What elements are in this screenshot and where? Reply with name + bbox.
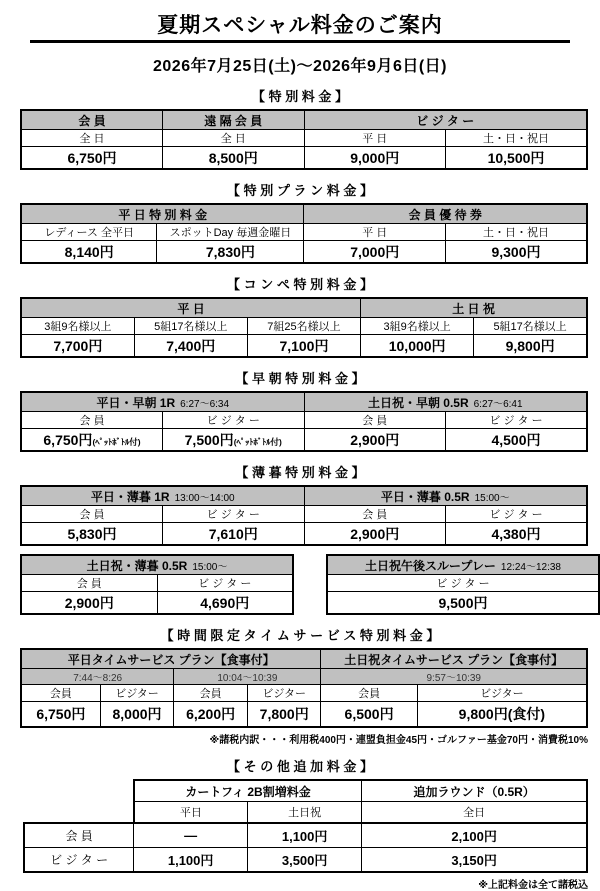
subheader-row	[21, 318, 587, 335]
price-cell: 2,900円	[304, 523, 446, 546]
price-cell	[304, 429, 446, 452]
price-cell: 1,100円	[134, 848, 248, 873]
plan-label: 土日祝・早朝 0.5R	[367, 395, 469, 410]
price-cell: 6,200円	[174, 702, 248, 728]
subheader-cell: ビ ジ タ ー	[157, 575, 293, 592]
price-cell: 7,000円	[304, 241, 446, 264]
price-cell: 7,400円	[134, 335, 247, 358]
price-cell: 6,500円	[321, 702, 417, 728]
time-range: 13:00～14:00	[174, 492, 235, 504]
subheader-cell: 会 員	[21, 506, 163, 523]
price: 2,900円	[350, 431, 400, 448]
price-cell: 8,500円	[163, 147, 305, 170]
plan-label: 平日・薄暮 1R	[90, 489, 170, 504]
time-range: 15:00～	[474, 492, 510, 504]
price-cell: 2,900円	[21, 592, 157, 615]
value-row	[21, 702, 587, 728]
time-range: 12:24～12:38	[500, 561, 561, 573]
header-cell	[304, 392, 587, 412]
page-title: 夏期スペシャル料金のご案内	[157, 14, 443, 37]
time-slot-cell: 9:57～10:39	[321, 669, 587, 685]
value-row	[21, 241, 587, 264]
plan-label: 土日祝・薄暮 0.5R	[86, 558, 188, 573]
spacer-cell	[24, 802, 134, 824]
subheader-cell: ビ ジ タ ー	[327, 575, 599, 592]
subheader-cell: 会 員	[21, 575, 157, 592]
value-row	[327, 592, 599, 615]
header-cell: 土 日 祝	[361, 298, 587, 318]
header-cell: ビ ジ タ ー	[304, 110, 587, 130]
header-row	[21, 110, 587, 130]
weekend-twilight-table	[20, 554, 294, 615]
price-cell: 5,830円	[21, 523, 163, 546]
subheader-cell: 5組17名様以上	[134, 318, 247, 335]
time-service-table	[20, 648, 588, 728]
header-cell: 遠 隔 会 員	[163, 110, 305, 130]
time-slot-cell: 7:44～8:26	[21, 669, 174, 685]
price-cell: ―	[134, 823, 248, 848]
morning-rates-table	[20, 391, 588, 452]
subheader-cell: ビ ジ タ ー	[446, 506, 588, 523]
price: 7,500円	[184, 431, 234, 448]
compe-rates-table	[20, 297, 588, 358]
value-row	[21, 429, 587, 452]
subheader-cell: 平 日	[304, 130, 446, 147]
subheader-cell: 会員	[174, 685, 248, 702]
header-cell	[327, 555, 599, 575]
subheader-row	[327, 575, 599, 592]
subheader-cell: 3組9名様以上	[361, 318, 474, 335]
header-row	[21, 298, 587, 318]
subheader-cell: 平日	[134, 802, 248, 824]
subheader-row	[21, 412, 587, 429]
price-sheet	[0, 12, 600, 891]
section-title-special: 【 特 別 料 金 】	[251, 89, 349, 104]
visitor-row	[24, 848, 587, 873]
subheader-row	[21, 685, 587, 702]
time-slot-cell: 10:04～10:39	[174, 669, 321, 685]
row-label: ビ ジ タ ー	[24, 848, 134, 873]
section-title-additional: 【 そ の 他 追 加 料 金 】	[227, 759, 373, 774]
price-cell: 8,140円	[21, 241, 157, 264]
subheader-cell: ビ ジ タ ー	[163, 412, 305, 429]
header-row	[21, 204, 587, 224]
header-cell: 平 日 特 別 料 金	[21, 204, 304, 224]
price-cell: 1,100円	[248, 823, 362, 848]
section-title-morning: 【 早 朝 特 別 料 金 】	[235, 371, 365, 386]
subheader-row	[21, 506, 587, 523]
subheader-cell: 土日祝	[248, 802, 362, 824]
price-cell	[446, 429, 588, 452]
price-cell: 10,500円	[446, 147, 588, 170]
header-cell: 土日祝タイムサービス プラン【食事付】	[321, 649, 587, 669]
subheader-cell: 会 員	[304, 506, 446, 523]
price-cell: 9,000円	[304, 147, 446, 170]
subheader-row	[21, 130, 587, 147]
section-title-time-service: 【 時 間 限 定 タ イ ム サ ー ビ ス 特 別 料 金 】	[160, 628, 440, 643]
plan-label: 土日祝午後スループレー	[365, 558, 496, 573]
subheader-row	[21, 575, 293, 592]
header-cell	[304, 486, 587, 506]
price-cell: 3,500円	[248, 848, 362, 873]
subheader-cell: ビ ジ タ ー	[163, 506, 305, 523]
time-range: 6:27～6:41	[473, 398, 523, 410]
header-cell: 追加ラウンド（0.5R）	[362, 780, 587, 802]
header-row	[21, 649, 587, 669]
price-cell: 3,150円	[362, 848, 587, 873]
subheader-cell: 5組17名様以上	[474, 318, 587, 335]
price-note: (ﾍﾟｯﾄﾎﾞﾄﾙ付)	[233, 436, 282, 447]
subheader-cell: 3組9名様以上	[21, 318, 134, 335]
through-play-table	[326, 554, 600, 615]
header-cell: 平 日	[21, 298, 361, 318]
price-cell: 6,750円	[21, 147, 163, 170]
price-cell: 4,380円	[446, 523, 588, 546]
date-range: 2026年7月25日(土)～2026年9月6日(日)	[153, 58, 447, 75]
header-cell: 会 員	[21, 110, 163, 130]
subheader-cell: 7組25名様以上	[247, 318, 360, 335]
header-cell	[21, 555, 293, 575]
value-row	[21, 523, 587, 546]
section-title-compe: 【 コ ン ペ 特 別 料 金 】	[227, 277, 373, 292]
header-cell	[21, 486, 304, 506]
price: 4,500円	[491, 431, 541, 448]
subheader-cell: スポットDay 毎週金曜日	[157, 224, 304, 241]
subheader-cell: ビジター	[247, 685, 321, 702]
price-cell	[21, 429, 163, 452]
tax-included-note: ※上記料金は全て諸税込	[478, 880, 588, 891]
subheader-cell: 会 員	[21, 412, 163, 429]
price: 6,750円	[43, 431, 93, 448]
subheader-cell: ビジター	[100, 685, 174, 702]
plan-rates-table	[20, 203, 588, 264]
tax-breakdown-note: ※諸税内訳・・・利用税400円・連盟負担金45円・ゴルファー基金70円・消費税10%	[209, 735, 588, 746]
price-cell: 7,800円	[247, 702, 321, 728]
plan-label: 平日・薄暮 0.5R	[380, 489, 470, 504]
header-row	[21, 486, 587, 506]
price-cell	[163, 429, 305, 452]
header-row	[21, 392, 587, 412]
value-row	[21, 335, 587, 358]
subheader-cell: 平 日	[304, 224, 446, 241]
price-cell: 7,100円	[247, 335, 360, 358]
price-cell: 8,000円	[100, 702, 174, 728]
header-cell	[21, 392, 304, 412]
subheader-row	[24, 802, 587, 824]
price-cell: 6,750円	[21, 702, 100, 728]
subheader-cell: 土・日・祝日	[446, 130, 588, 147]
header-row	[327, 555, 599, 575]
subheader-cell: 全 日	[163, 130, 305, 147]
section-title-plan: 【 特 別 プ ラ ン 料 金 】	[227, 183, 373, 198]
price-cell: 9,800円	[474, 335, 587, 358]
price-note: (ﾍﾟｯﾄﾎﾞﾄﾙ付)	[92, 436, 141, 447]
header-cell: 会 員 優 待 券	[304, 204, 587, 224]
value-row	[21, 147, 587, 170]
subheader-cell: 会員	[321, 685, 417, 702]
twilight-rates-table	[20, 485, 588, 546]
price-cell: 9,500円	[327, 592, 599, 615]
value-row	[21, 592, 293, 615]
header-cell: 平日タイムサービス プラン【食事付】	[21, 649, 321, 669]
row-label: 会 員	[24, 823, 134, 848]
additional-fees-table	[23, 779, 588, 873]
member-row	[24, 823, 587, 848]
price-cell: 7,700円	[21, 335, 134, 358]
section-title-twilight: 【 薄 暮 特 別 料 金 】	[235, 465, 365, 480]
subheader-cell: 土・日・祝日	[445, 224, 587, 241]
price-cell: 7,610円	[163, 523, 305, 546]
special-rates-table	[20, 109, 588, 170]
title-underline	[30, 12, 570, 43]
subheader-cell: ビジター	[417, 685, 587, 702]
price-cell: 7,830円	[157, 241, 304, 264]
price-cell: 9,300円	[445, 241, 587, 264]
subheader-row	[21, 224, 587, 241]
subheader-cell: 会員	[21, 685, 100, 702]
header-cell: カートフィ 2B割増料金	[134, 780, 362, 802]
price-cell: 10,000円	[361, 335, 474, 358]
time-range: 6:27～6:34	[180, 398, 230, 410]
side-tables-row	[20, 554, 600, 615]
price-cell: 2,100円	[362, 823, 587, 848]
subheader-cell: ビ ジ タ ー	[446, 412, 588, 429]
price-cell: 9,800円(食付)	[417, 702, 587, 728]
header-row	[21, 555, 293, 575]
header-row	[24, 780, 587, 802]
plan-label: 平日・早朝 1R	[96, 395, 176, 410]
time-slot-row	[21, 669, 587, 685]
subheader-cell: 全日	[362, 802, 587, 824]
price-cell: 4,690円	[157, 592, 293, 615]
time-range: 15:00～	[192, 561, 228, 573]
subheader-cell: 全 日	[21, 130, 163, 147]
subheader-cell: 会 員	[304, 412, 446, 429]
spacer-cell	[24, 780, 134, 802]
subheader-cell: レディース 全平日	[21, 224, 157, 241]
